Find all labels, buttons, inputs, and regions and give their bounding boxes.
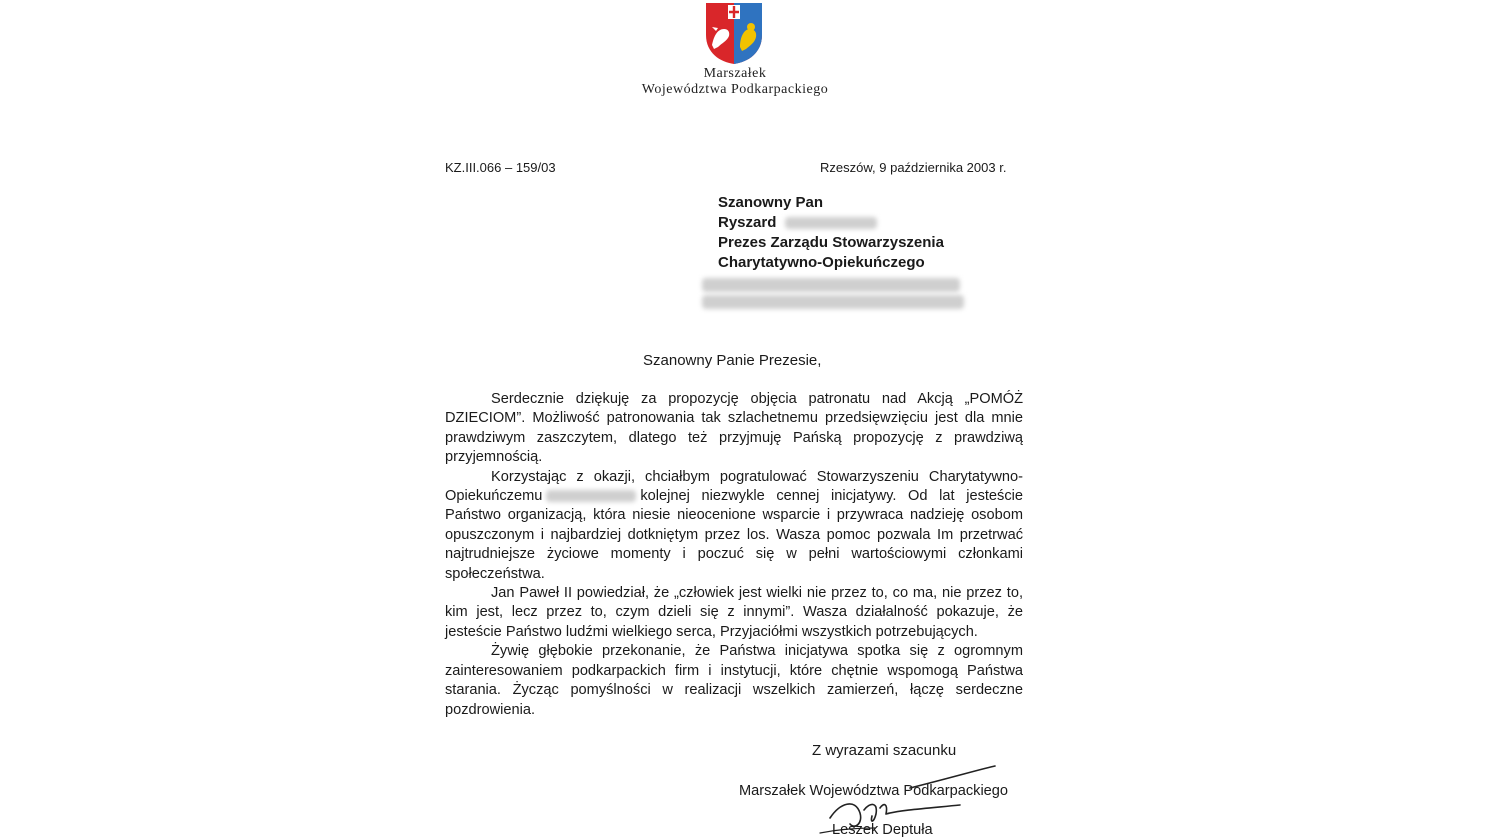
paragraph-2	[445, 468, 1023, 584]
paragraph-3: Jan Paweł II powiedział, że „człowiek jest wielki nie przez to, co ma, nie przez to, kim jest, lecz przez to, czym dzieli się z innymi”. Wasza działalność pokazuje, że jesteście Państwo ludźmi wielkiego serca, Przyjaciółmi wszystkich potrzebujących.	[445, 585, 1023, 640]
paragraph-1: Serdecznie dziękuję za propozycję objęcia patronatu nad Akcją „POMÓŻ DZIECIOM”. Możliwość patronowania tak szlachetnemu przedsięwzięciu jest dla mnie prawdziwym zaszczytem, dlatego też przyjmuję Pańską propozycję z prawdziwą przyjemnością.	[445, 391, 1023, 466]
closing-phrase: Z wyrazami szacunku	[812, 742, 957, 759]
letterhead-title: Marszałek	[703, 66, 767, 81]
letterhead-subtitle: Województwa Podkarpackiego	[641, 82, 829, 97]
signature-title: Marszałek Województwa Podkarpackiego	[739, 783, 1009, 799]
redacted-address-line-1	[702, 278, 960, 292]
paragraph-2-start: Korzystając z okazji, chciałbym pogratulować Stowarzyszeniu Charytatywno-Opiekuńczemu	[445, 468, 1023, 505]
redacted-address-line-2	[702, 295, 964, 309]
recipient-name-line	[718, 213, 944, 233]
place-date: Rzeszów, 9 października 2003 r.	[820, 160, 1007, 175]
redacted-surname	[785, 217, 877, 229]
signatory-name: Leszek Deptuła	[832, 822, 933, 838]
recipient-line-3: Prezes Zarządu Stowarzyszenia	[718, 234, 944, 251]
redacted-organization-name	[546, 490, 636, 502]
letter-body	[445, 390, 1023, 720]
paragraph-2-end: kolejnej niezwykle cennej inicjatywy. Od lat jesteście Państwo organizacją, która niesie nieocenione wsparcie i przywraca nadzieję osobom opuszczonym i najbardziej dotkniętym przez los. Wasza pomoc pozwala Im przetrwać najtrudniejsze życiowe momenty i poczuć się w pełni wartościowymi członkami społeczeństwa.	[445, 488, 1023, 582]
paragraph-4: Żywię głębokie przekonanie, że Państwa inicjatywa spotka się z ogromnym zainteresowaniem podkarpackich firm i instytucji, które chętnie wspomogą Państwa starania. Życząc pomyślności w realizacji wszelkich zamierzeń, łączę serdeczne pozdrowienia.	[445, 643, 1023, 718]
recipient-line-4: Charytatywno-Opiekuńczego	[718, 254, 925, 271]
recipient-line-1: Szanowny Pan	[718, 194, 824, 211]
recipient-block	[718, 193, 944, 273]
coat-of-arms-icon	[704, 1, 764, 65]
reference-number: KZ.III.066 – 159/03	[445, 160, 556, 175]
recipient-first-name: Ryszard	[718, 214, 777, 231]
salutation: Szanowny Panie Prezesie,	[643, 352, 822, 369]
